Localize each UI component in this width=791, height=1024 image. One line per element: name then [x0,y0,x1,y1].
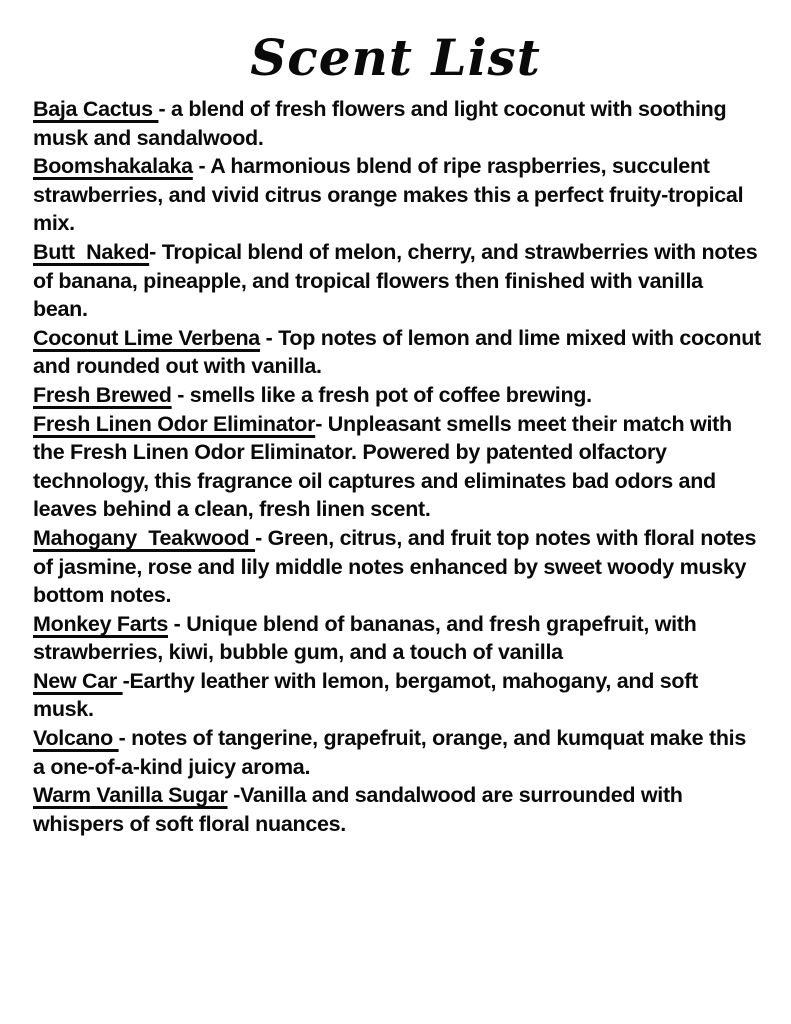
scent-name: Fresh Brewed [33,382,172,407]
scent-entry [33,410,761,524]
page-title: Scent List [250,28,541,87]
scent-entry [33,381,761,410]
scent-description: - notes of tangerine, grapefruit, orange, and kumquat make this a one-of-a-kind juicy aroma. [33,726,752,779]
scent-entry [33,667,761,724]
scent-name: Boomshakalaka [33,154,193,179]
scent-entry [33,95,761,152]
scent-name: Coconut Lime Verbena [33,325,260,350]
scent-name: Fresh Linen Odor Eliminator [33,411,316,436]
scent-name: Monkey Farts [33,611,168,636]
scent-name: Volcano [33,726,119,751]
scent-entry [33,324,767,381]
scent-description: - Top notes of lemon and lime mixed with coconut and rounded out with vanilla. [33,325,767,379]
scent-entry [33,238,764,324]
scent-entry [33,724,761,781]
scent-list [0,95,791,838]
scent-entry [33,152,761,238]
scent-entry [33,781,761,838]
scent-name: New Car [33,668,123,693]
scent-description: - smells like a fresh pot of coffee brewing. [171,382,592,407]
scent-description: - Green, citrus, and fruit top notes with floral notes of jasmine, rose and lily middle notes enhanced by sweet woody musky bottom notes. [33,525,762,608]
scent-description: -Earthy leather with lemon, bergamot, mahogany, and soft musk. [33,668,704,722]
scent-description: - Tropical blend of melon, cherry, and strawberries with notes of banana, pineapple, and tropical flowers then finished with vanilla bean. [33,239,764,322]
scent-description: - a blend of fresh flowers and light coconut with soothing musk and sandalwood. [33,97,733,150]
scent-description: - Unique blend of bananas, and fresh grapefruit, with strawberries, kiwi, bubble gum, and a touch of vanilla [33,611,703,665]
scent-entry [33,524,761,610]
scent-name: Baja Cactus [33,97,159,121]
scent-description: - A harmonious blend of ripe raspberries, succulent strawberries, and vivid citrus orange makes this a perfect fruity-tropical mix. [33,154,749,236]
scent-description: -Vanilla and sandalwood are surrounded with whispers of soft floral nuances. [33,783,689,836]
scent-description: - Unpleasant smells meet their match with the Fresh Linen Odor Eliminator. Powered by patented olfactory technology, this fragrance oil captures and eliminates bad odors and leaves behind a clean, fresh linen scent. [33,411,738,522]
scent-name: Butt Naked [33,239,150,264]
scent-entry [33,610,761,667]
scent-name: Warm Vanilla Sugar [33,783,228,808]
scent-name: Mahogany Teakwood [33,525,256,550]
